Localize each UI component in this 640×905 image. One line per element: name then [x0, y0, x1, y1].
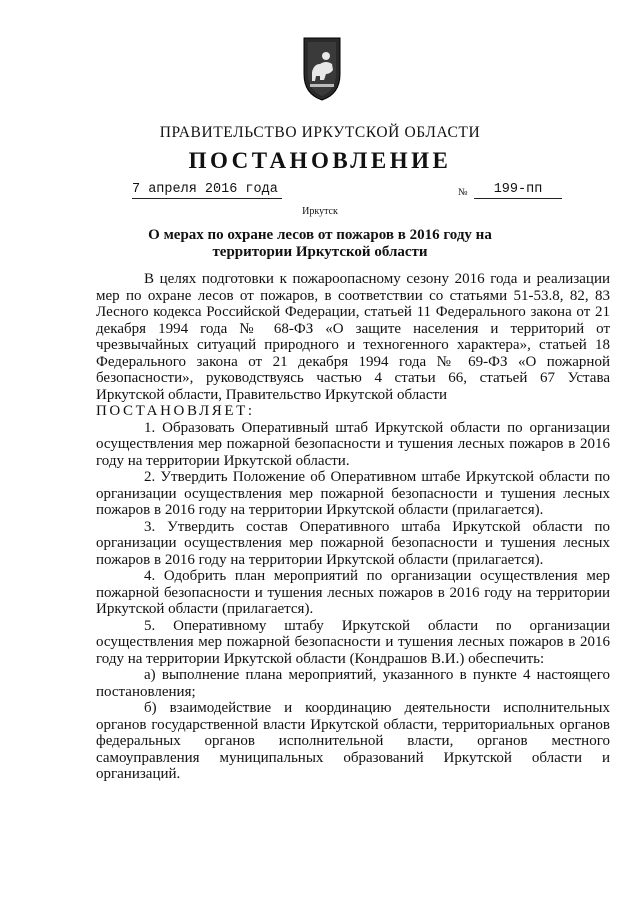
irkutsk-coat-of-arms-icon — [300, 34, 344, 102]
item-paragraph-4: 4. Одобрить план мероприятий по организации осуществления мер пожарной безопасности и тушения лесных пожаров в 2016 году на территории Иркутской области (прилагается). — [96, 568, 610, 617]
document-date: 7 апреля 2016 года — [132, 182, 282, 199]
resolves-heading: ПОСТАНОВЛЯЕТ: — [96, 403, 255, 419]
item-paragraph-1: 1. Образовать Оперативный штаб Иркутской области по организации осуществления мер пожарной безопасности и тушения лесных пожаров в 2016 году на территории Иркутской области. — [96, 419, 610, 469]
document-number: 199-пп — [474, 182, 562, 199]
subitem-paragraph-b: б) взаимодействие и координацию деятельности исполнительных органов государственной власти Иркутской области, территориальных органов федеральных органов исполнительной власти, органов местного самоуправления муниципальных образований Иркутской области и организаций. — [96, 700, 610, 782]
document-title: О мерах по охране лесов от пожаров в 2016 году на территории Иркутской области — [148, 227, 492, 260]
item-paragraph-2: 2. Утвердить Положение об Оперативном штабе Иркутской области по организации осуществления мер пожарной безопасности и тушения лесных пожаров в 2016 году на территории Иркутской области (прилагается). — [96, 469, 610, 518]
document-body — [96, 271, 610, 783]
item-paragraph-5: 5. Оперативному штабу Иркутской области по организации осуществления мер пожарной безопасности и тушения лесных пожаров в 2016 году на территории Иркутской области (Кондрашов В.И.) обеспечить: — [96, 617, 610, 667]
city-name: Иркутск — [302, 206, 338, 217]
document-type: ПОСТАНОВЛЕНИЕ — [188, 148, 452, 173]
preamble-paragraph: В целях подготовки к пожароопасному сезону 2016 года и реализации мер по охране лесов от пожаров, в соответствии со статьями 51-53.8, 82, 83 Лесного кодекса Российской Федерации, статьей 11 Федерального закона от 21 декабря 1994 года № 68-ФЗ «О защите населения и территорий от чрезвычайных ситуаций природного и техногенного характера», статьей 18 Федерального закона от 21 декабря 1994 года № 69-ФЗ «О пожарной безопасности», руководствуясь частью 4 статьи 66, статьей 67 Устава Иркутской области, Правительство Иркутской области — [96, 271, 610, 403]
item-paragraph-3: 3. Утвердить состав Оперативного штаба Иркутской области по организации осуществления мер пожарной безопасности и тушения лесных пожаров в 2016 году на территории Иркутской области (прилагается). — [96, 518, 610, 568]
organization-name: ПРАВИТЕЛЬСТВО ИРКУТСКОЙ ОБЛАСТИ — [159, 124, 481, 141]
number-sign: № — [458, 187, 468, 198]
subitem-paragraph-a: а) выполнение плана мероприятий, указанного в пункте 4 настоящего постановления; — [96, 667, 610, 700]
